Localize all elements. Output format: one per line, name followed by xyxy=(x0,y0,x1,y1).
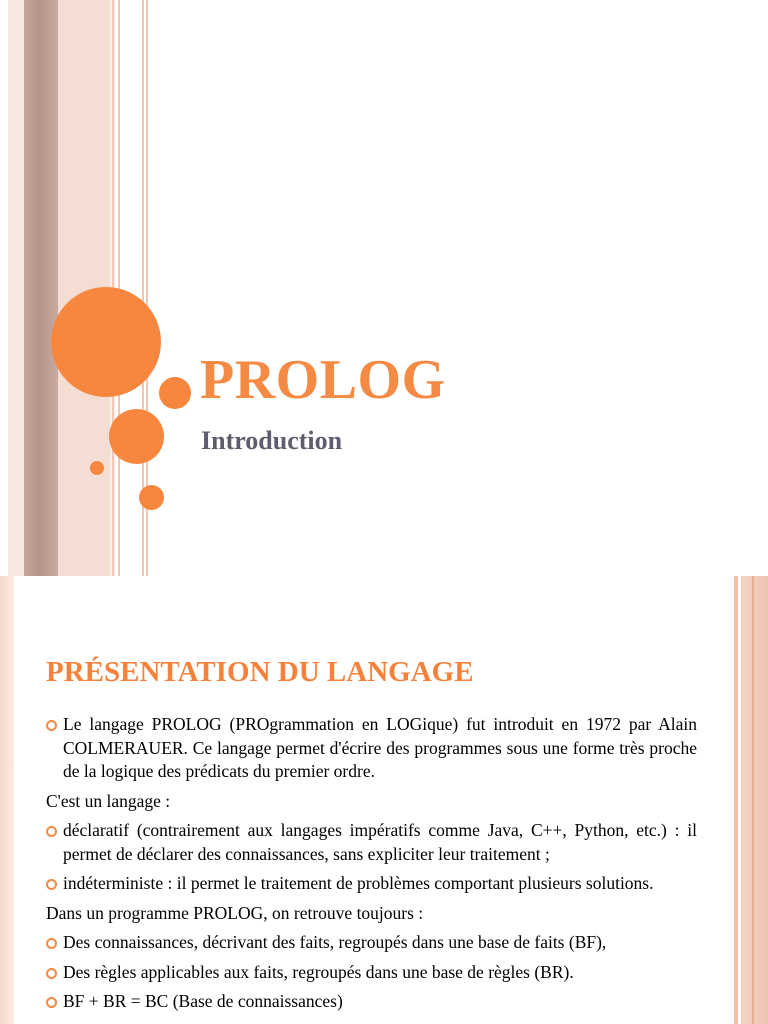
decorative-left-edge xyxy=(0,576,14,1024)
slide-body xyxy=(46,713,697,1020)
list-item xyxy=(46,819,697,866)
list-item xyxy=(46,931,697,955)
bullet-icon xyxy=(46,826,57,837)
decorative-right-band xyxy=(741,576,768,1024)
list-item xyxy=(46,961,697,985)
decorative-line xyxy=(752,576,754,1024)
list-item-text: déclaratif (contrairement aux langages impératifs comme Java, C++, Python, etc.) : il permet de déclarer des connaissances, sans expliciter leur traitement ; xyxy=(63,820,697,864)
list-item-text: Le langage PROLOG (PROgrammation en LOGique) fut introduit en 1972 par Alain COLMERAUER. Ce langage permet d'écrire des programmes sous une forme très proche de la logique des prédicats du premier ordre. xyxy=(63,714,697,781)
list-item-text: Des connaissances, décrivant des faits, regroupés dans une base de faits (BF), xyxy=(63,932,607,952)
decorative-line xyxy=(734,576,738,1024)
slide-subtitle: Introduction xyxy=(201,426,343,455)
decorative-circle-small xyxy=(139,485,164,510)
paragraph: Dans un programme PROLOG, on retrouve toujours : xyxy=(46,902,424,923)
bullet-icon xyxy=(46,879,57,890)
decorative-circle-small xyxy=(159,377,191,409)
decorative-circle-medium xyxy=(109,409,164,464)
decorative-circle-tiny xyxy=(90,461,104,475)
bullet-icon xyxy=(46,720,57,731)
decorative-stripe-dark xyxy=(24,0,58,576)
bullet-icon xyxy=(46,997,57,1008)
slide-title: PRÉSENTATION DU LANGAGE xyxy=(46,656,474,688)
list-item xyxy=(46,990,697,1014)
list-item-text: BF + BR = BC (Base de connaissances) xyxy=(63,991,343,1011)
slide-title: PROLOG xyxy=(200,349,446,411)
list-item-text: indéterministe : il permet le traitement de problèmes comportant plusieurs solutions. xyxy=(63,873,654,893)
bullet-icon xyxy=(46,968,57,979)
bullet-icon xyxy=(46,938,57,949)
list-item xyxy=(46,713,697,784)
decorative-circle-large xyxy=(51,287,161,397)
content-slide xyxy=(0,576,768,1024)
list-item xyxy=(46,872,697,896)
list-item-text: Des règles applicables aux faits, regroupés dans une base de règles (BR). xyxy=(63,961,574,982)
paragraph: C'est un langage : xyxy=(46,790,171,811)
